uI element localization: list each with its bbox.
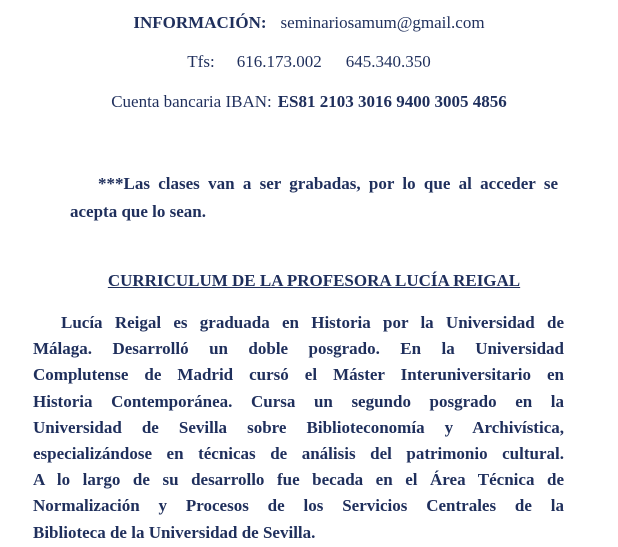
curriculum-line: Biblioteca de la Universidad de Sevilla. — [33, 522, 316, 542]
phone-number-1[interactable]: 616.173.002 — [236, 52, 322, 71]
curriculum-line: especializándose en técnicas de análisis del patrimonio cultural. — [33, 444, 564, 464]
curriculum-line: Málaga. Desarrolló un doble posgrado. En la Universidad — [33, 339, 564, 359]
curriculum-line: Normalización y Procesos de los Servicios Centrales de la — [33, 496, 564, 516]
contact-info-line — [0, 13, 618, 33]
curriculum-line: A lo largo de su desarrollo fue becada en el Área Técnica de — [33, 470, 564, 490]
curriculum-line: Lucía Reigal es graduada en Historia por la Universidad de — [61, 313, 564, 332]
info-label: INFORMACIÓN: — [133, 13, 267, 32]
email-link[interactable]: seminariosamum@gmail.com — [280, 13, 485, 32]
curriculum-line: Historia Contemporánea. Cursa un segundo posgrado en la — [33, 391, 564, 411]
curriculum-body — [33, 310, 564, 546]
phones-label: Tfs: — [187, 52, 215, 71]
bank-line — [0, 92, 618, 112]
curriculum-line: Complutense de Madrid cursó el Máster Interuniversitario en — [33, 365, 564, 385]
phone-number-2[interactable]: 645.340.350 — [345, 52, 431, 71]
recording-note — [70, 170, 558, 226]
curriculum-line: Universidad de Sevilla sobre Biblioteconomía y Archivística, — [33, 417, 564, 437]
curriculum-title: CURRICULUM DE LA PROFESORA LUCÍA REIGAL — [107, 271, 521, 290]
bank-label: Cuenta bancaria IBAN: — [111, 92, 272, 111]
phones-line — [0, 52, 618, 72]
recording-note-text: ***Las clases van a ser grabadas, por lo que al acceder se acepta que lo sean. — [70, 174, 558, 221]
iban-value: ES81 2103 3016 9400 3005 4856 — [277, 92, 507, 111]
